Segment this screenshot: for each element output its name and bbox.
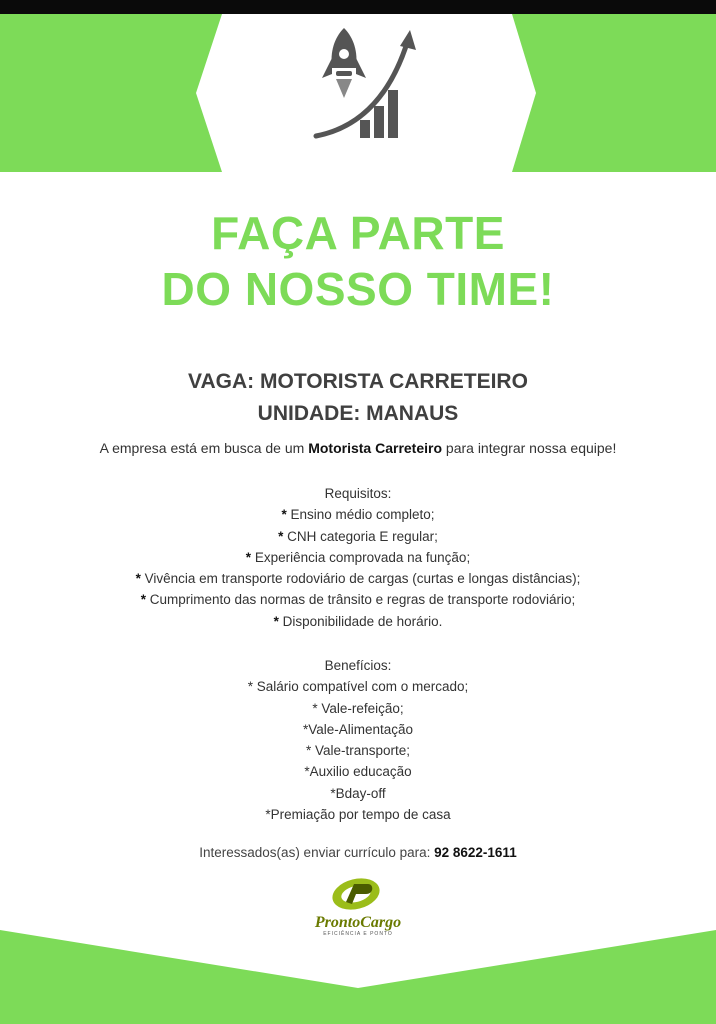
rocket-growth-chart-icon — [306, 24, 422, 142]
headline-line-2: DO NOSSO TIME! — [161, 263, 555, 315]
job-unit: UNIDADE: MANAUS — [257, 402, 459, 425]
requirement-item: * Disponibilidade de horário. — [273, 613, 443, 629]
footer-banner — [0, 930, 716, 1024]
requirement-item: * CNH categoria E regular; — [278, 528, 438, 544]
intro-text — [0, 440, 716, 456]
requirement-item: * Experiência comprovada na função; — [245, 549, 471, 565]
benefit-item: * Vale-refeição; — [312, 700, 404, 716]
requirement-item: * Vivência em transporte rodoviário de cargas (curtas e longas distâncias); — [135, 571, 581, 587]
intro-before: A empresa está em busca de um — [99, 440, 309, 456]
headline — [0, 205, 716, 317]
headline-line-1: FAÇA PARTE — [211, 207, 505, 259]
top-bar — [0, 0, 716, 14]
benefits-list — [0, 655, 716, 825]
logo-name: ProntoCargo — [314, 914, 402, 931]
requirement-item: * Ensino médio completo; — [281, 507, 435, 523]
benefit-item: *Auxilio educação — [304, 764, 412, 780]
contact-line — [0, 845, 716, 860]
contact-label: Interessados(as) enviar currículo para: — [199, 845, 435, 860]
job-title: VAGA: MOTORISTA CARRETEIRO — [188, 370, 528, 393]
benefits-title: Benefícios: — [324, 658, 392, 673]
requirement-item: * Cumprimento das normas de trânsito e regras de transporte rodoviário; — [140, 592, 576, 608]
benefit-item: * Salário compatível com o mercado; — [247, 679, 469, 695]
intro-highlight: Motorista Carreteiro — [308, 440, 443, 456]
benefit-item: *Vale-Alimentação — [302, 721, 414, 737]
logo-tagline: EFICIÊNCIA E PONTO — [323, 931, 393, 937]
pronto-cargo-emblem — [296, 872, 420, 916]
job-info — [0, 366, 716, 430]
intro-after: para integrar nossa equipe! — [442, 440, 617, 456]
benefit-item: *Bday-off — [330, 785, 386, 801]
benefit-item: * Vale-transporte; — [305, 743, 411, 759]
contact-phone: 92 8622-1611 — [434, 845, 517, 860]
requirements-title: Requisitos: — [324, 486, 392, 501]
benefit-item: *Premiação por tempo de casa — [265, 807, 451, 823]
requirements-list — [0, 483, 716, 632]
